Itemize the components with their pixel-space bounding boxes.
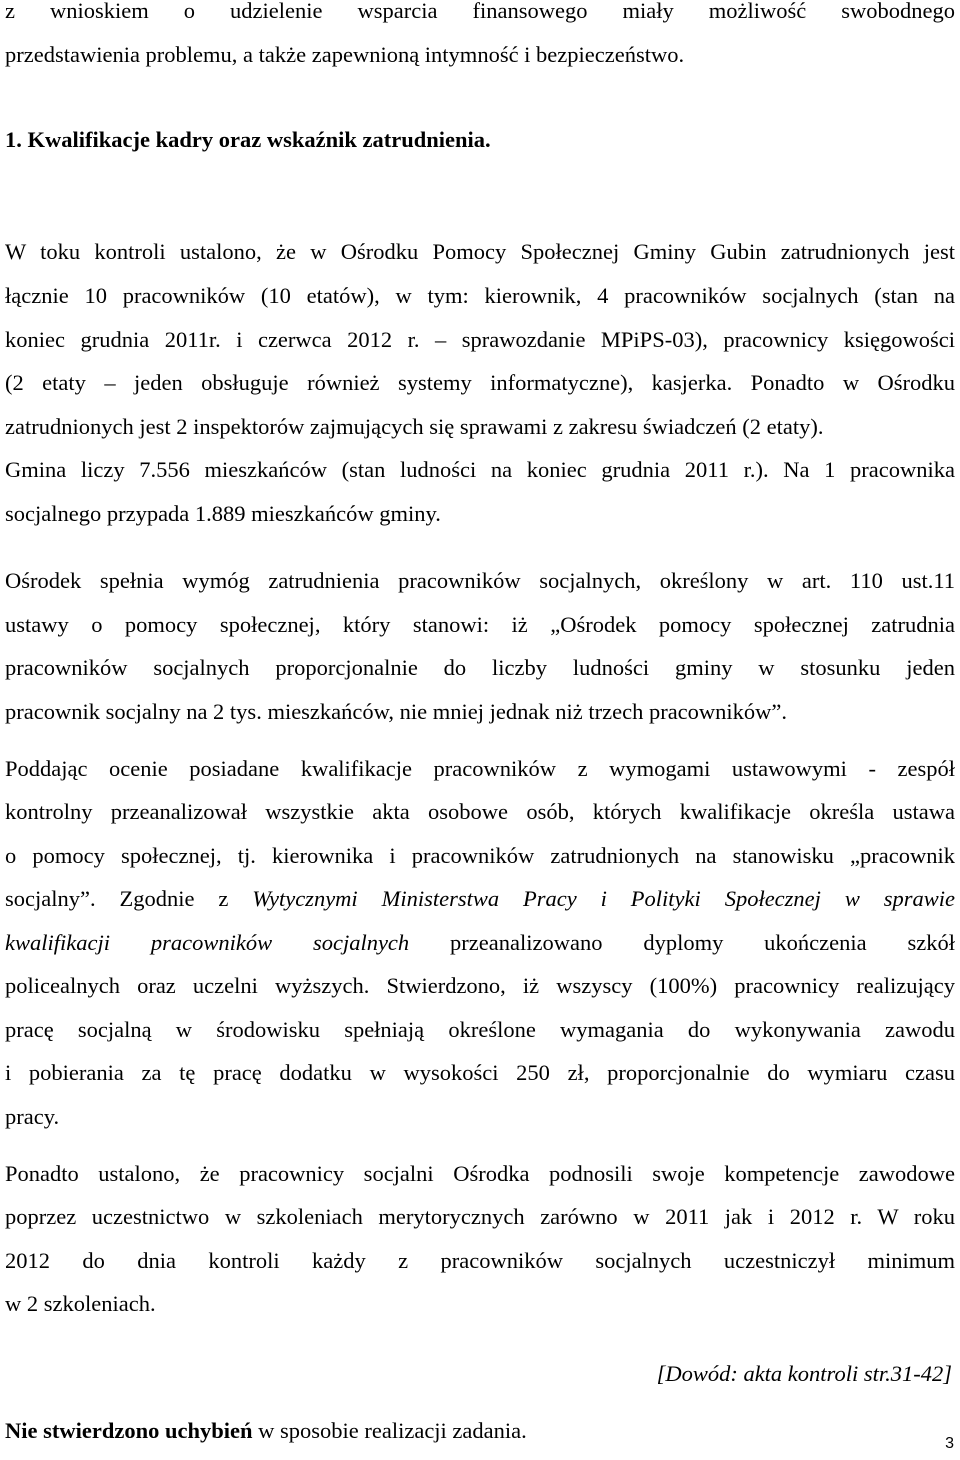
p4-line-2: poprzez uczestnictwo w szkoleniach merytorycznych zarówno w 2011 jak i 2012 r. W roku xyxy=(5,1204,955,1229)
p3-line-8: i pobierania za tę pracę dodatku w wysokości 250 zł, proporcjonalnie do wymiaru czasu xyxy=(5,1060,955,1085)
guidelines-title-part-2: kwalifikacji pracowników socjalnych xyxy=(5,930,410,955)
p3-line-4-text: socjalny”. Zgodnie z xyxy=(5,886,253,911)
p1-line-6: Gmina liczy 7.556 mieszkańców (stan ludności na koniec grudnia 2011 r.). Na 1 pracownika xyxy=(5,457,955,482)
p1-line-3: koniec grudnia 2011r. i czerwca 2012 r. – sprawozdanie MPiPS-03), pracownicy księgowości xyxy=(5,327,955,352)
intro-line-1: z wnioskiem o udzielenie wsparcia finansowego miały możliwość swobodnego xyxy=(5,0,955,23)
p2-line-1: Ośrodek spełnia wymóg zatrudnienia pracowników socjalnych, określony w art. 110 ust.11 xyxy=(5,568,955,593)
evidence-reference-text: [Dowód: akta kontroli str.31-42] xyxy=(656,1361,952,1386)
p3-line-5 xyxy=(5,928,955,958)
p3-line-4 xyxy=(5,884,955,914)
conclusion-rest: w sposobie realizacji zadania. xyxy=(252,1418,527,1443)
p1-line-2: łącznie 10 pracowników (10 etatów), w tym: kierownik, 4 pracowników socjalnych (stan na xyxy=(5,283,955,308)
page-number: 3 xyxy=(945,1435,954,1452)
p1-line-7: socjalnego przypada 1.889 mieszkańców gminy. xyxy=(5,501,441,526)
p4-line-1: Ponadto ustalono, że pracownicy socjalni Ośrodka podnosili swoje kompetencje zawodowe xyxy=(5,1161,955,1186)
evidence-reference xyxy=(5,1359,952,1389)
p2-line-2: ustawy o pomocy społecznej, który stanowi: iż „Ośrodek pomocy społecznej zatrudnia xyxy=(5,612,955,637)
conclusion-bold: Nie stwierdzono uchybień xyxy=(5,1418,253,1443)
conclusion xyxy=(5,1416,955,1446)
p1-line-1: W toku kontroli ustalono, że w Ośrodku Pomocy Społecznej Gminy Gubin zatrudnionych jest xyxy=(5,239,955,264)
p1-line-5: zatrudnionych jest 2 inspektorów zajmujących się sprawami z zakresu świadczeń (2 etaty). xyxy=(5,414,824,439)
p3-line-3: o pomocy społecznej, tj. kierownika i pracowników zatrudnionych na stanowisku „pracownik xyxy=(5,843,955,868)
p4-line-4: w 2 szkoleniach. xyxy=(5,1291,156,1316)
p3-line-5-text: przeanalizowano dyplomy ukończenia szkół xyxy=(409,930,955,955)
guidelines-title-part-1: Wytycznymi Ministerstwa Pracy i Polityki Społecznej w sprawie xyxy=(252,886,955,911)
p3-line-2: kontrolny przeanalizował wszystkie akta osobowe osób, których kwalifikacje określa ustawa xyxy=(5,799,955,824)
p3-line-6: policealnych oraz uczelni wyższych. Stwierdzono, iż wszyscy (100%) pracownicy realizujący xyxy=(5,973,955,998)
p2-line-4: pracownik socjalny na 2 tys. mieszkańców, nie mniej jednak niż trzech pracowników”. xyxy=(5,699,788,724)
p3-line-1: Poddając ocenie posiadane kwalifikacje pracowników z wymogami ustawowymi - zespół xyxy=(5,756,955,781)
p1-line-4: (2 etaty – jeden obsługuje również systemy informatyczne), kasjerka. Ponadto w Ośrodku xyxy=(5,370,955,395)
section-heading-text: 1. Kwalifikacje kadry oraz wskaźnik zatrudnienia. xyxy=(5,127,491,152)
section-heading xyxy=(5,125,955,155)
p4-line-3: 2012 do dnia kontroli każdy z pracowników socjalnych uczestniczył minimum xyxy=(5,1248,955,1273)
p3-line-9: pracy. xyxy=(5,1104,60,1129)
p2-line-3: pracowników socjalnych proporcjonalnie do liczby ludności gminy w stosunku jeden xyxy=(5,655,955,680)
p3-line-7: pracę socjalną w środowisku spełniają określone wymagania do wykonywania zawodu xyxy=(5,1017,955,1042)
intro-line-2: przedstawienia problemu, a także zapewnioną intymność i bezpieczeństwo. xyxy=(5,42,685,67)
